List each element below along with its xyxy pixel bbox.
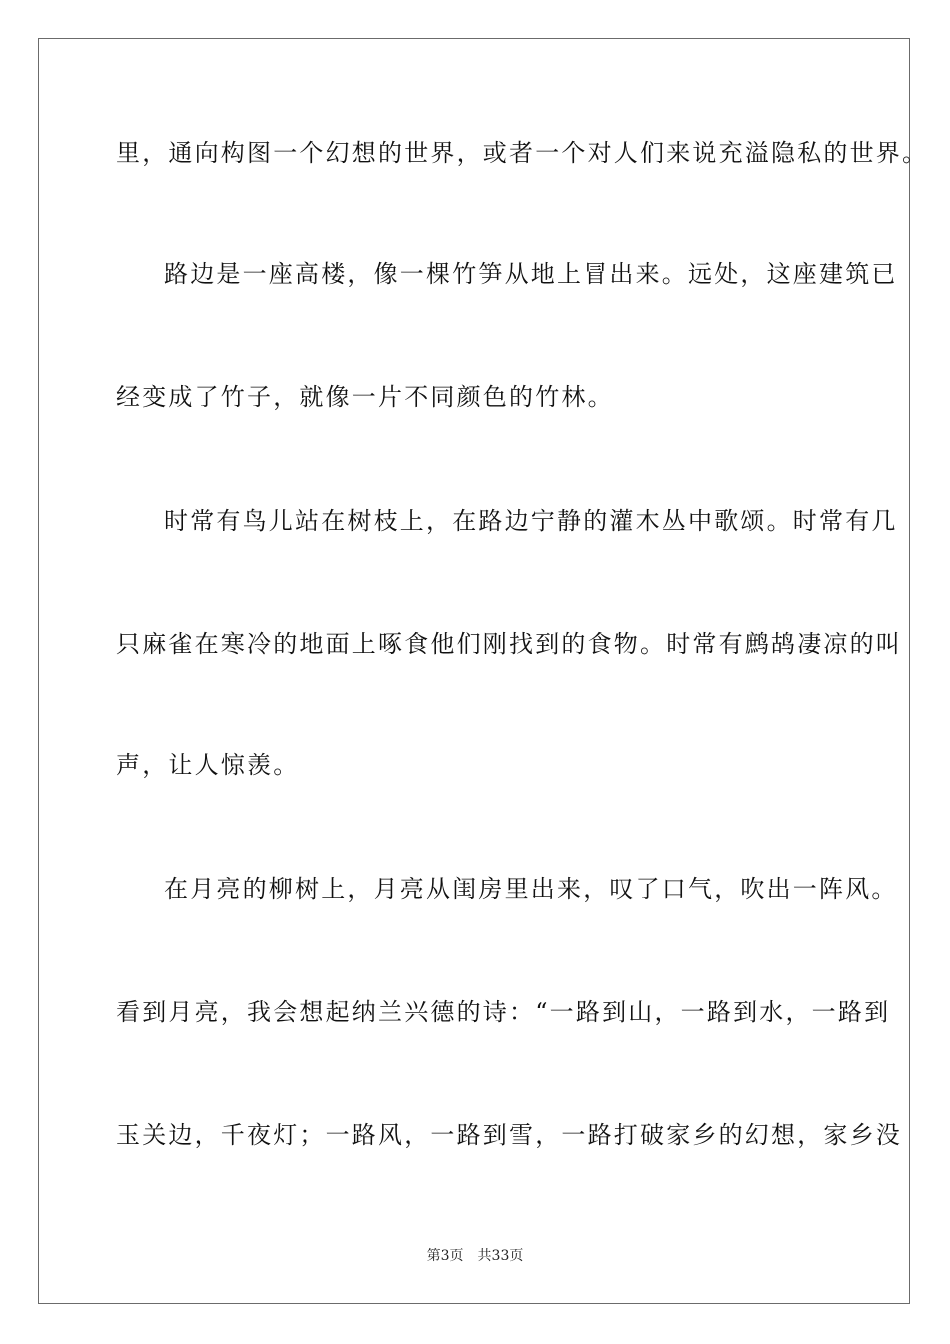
page-border — [38, 38, 910, 1304]
body-text-line: 经变成了竹子，就像一片不同颜色的竹林。 — [116, 383, 614, 411]
body-text-line: 路边是一座高楼，像一棵竹笋从地上冒出来。远处，这座建筑已 — [164, 260, 898, 288]
page-footer — [0, 1247, 950, 1265]
body-text-line: 时常有鸟儿站在树枝上，在路边宁静的灌木丛中歌颂。时常有几 — [164, 507, 898, 535]
total-pages: 共33页 — [477, 1248, 524, 1264]
body-text-line: 里，通向构图一个幻想的世界，或者一个对人们来说充溢隐私的世界。 — [116, 139, 929, 167]
body-text-line: 在月亮的柳树上，月亮从闺房里出来，叹了口气，吹出一阵风。 — [164, 875, 898, 903]
body-text-line: 看到月亮，我会想起纳兰兴德的诗：“一路到山，一路到水，一路到 — [116, 998, 891, 1026]
body-text-line: 声，让人惊羡。 — [116, 751, 300, 779]
body-text-line: 玉关边，千夜灯；一路风，一路到雪，一路打破家乡的幻想，家乡没 — [116, 1121, 902, 1149]
body-text-line: 只麻雀在寒冷的地面上啄食他们刚找到的食物。时常有鹧鸪凄凉的叫 — [116, 630, 902, 658]
page-number: 第3页 — [426, 1248, 464, 1264]
